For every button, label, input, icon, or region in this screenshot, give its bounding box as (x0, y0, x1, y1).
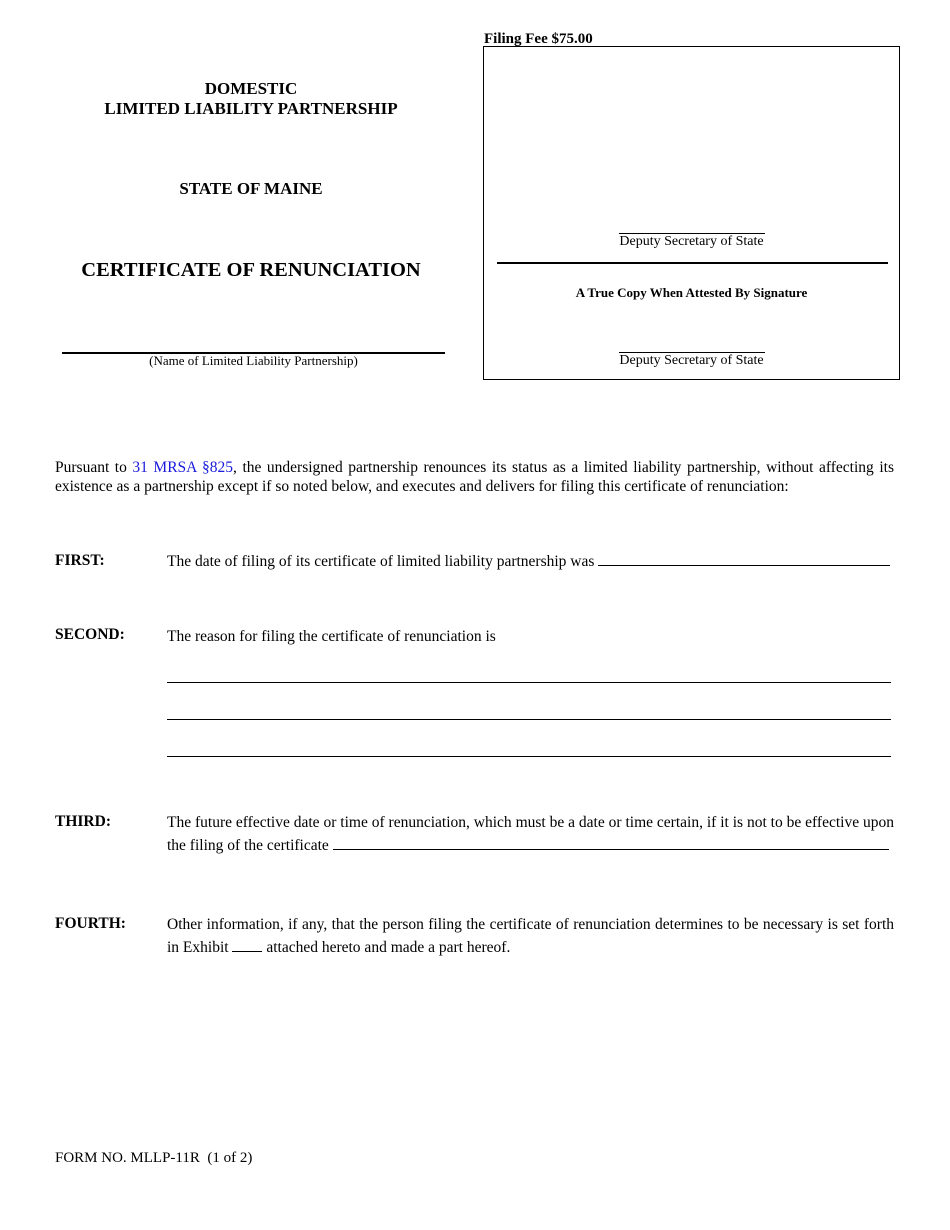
section-first-text (167, 550, 894, 573)
reason-line-2[interactable] (167, 719, 891, 720)
filing-fee: Filing Fee $75.00 (484, 31, 593, 47)
section-third-text (167, 811, 894, 857)
intro-post: , the undersigned partnership renounces its status as a limited liability partnership, without affecting its existence as a partnership except if so noted below, and executes and delivers for filing this certificate of renunciation: (55, 459, 894, 495)
deputy-secretary-label-bottom: Deputy Secretary of State (619, 353, 764, 368)
form-number: FORM NO. MLLP-11R (1 of 2) (55, 1150, 253, 1166)
section-second-label: SECOND: (55, 626, 125, 643)
section-fourth-text (167, 913, 894, 959)
heading-domestic: DOMESTIC (204, 79, 298, 98)
reason-line-1[interactable] (167, 682, 891, 683)
section-second-text: The reason for filing the certificate of renunciation is (167, 628, 496, 645)
exhibit-field[interactable] (232, 937, 262, 952)
stamp-divider (497, 262, 888, 264)
intro-paragraph (55, 458, 894, 496)
attest-caption: A True Copy When Attested By Signature (575, 285, 808, 300)
intro-pre: Pursuant to (55, 459, 133, 476)
section-third-body: The future effective date or time of renunciation, which must be a date or time certain, if it is not to be effective upon the filing of the certificate (167, 814, 894, 854)
heading-llp: LIMITED LIABILITY PARTNERSHIP (104, 99, 398, 118)
page-title: CERTIFICATE OF RENUNCIATION (81, 259, 421, 281)
reason-line-3[interactable] (167, 756, 891, 757)
statute-link[interactable]: 31 MRSA §825 (132, 459, 234, 476)
partnership-name-caption: (Name of Limited Liability Partnership) (149, 353, 358, 368)
effective-date-field[interactable] (333, 835, 889, 850)
form-heading (60, 79, 442, 119)
section-fourth-body-end: attached hereto and made a part hereof. (266, 939, 511, 956)
section-fourth-body: Other information, if any, that the person filing the certificate of renunciation determines to be necessary is set forth in Exhibit (167, 916, 894, 956)
section-third-label: THIRD: (55, 813, 111, 830)
section-fourth-label: FOURTH: (55, 915, 126, 932)
deputy-secretary-label-top: Deputy Secretary of State (619, 234, 764, 249)
section-first-label: FIRST: (55, 552, 105, 569)
filing-stamp-box (483, 46, 900, 380)
state-heading: STATE OF MAINE (179, 179, 323, 198)
filing-date-field[interactable] (598, 551, 890, 566)
section-first-body: The date of filing of its certificate of limited liability partnership was (167, 553, 595, 570)
